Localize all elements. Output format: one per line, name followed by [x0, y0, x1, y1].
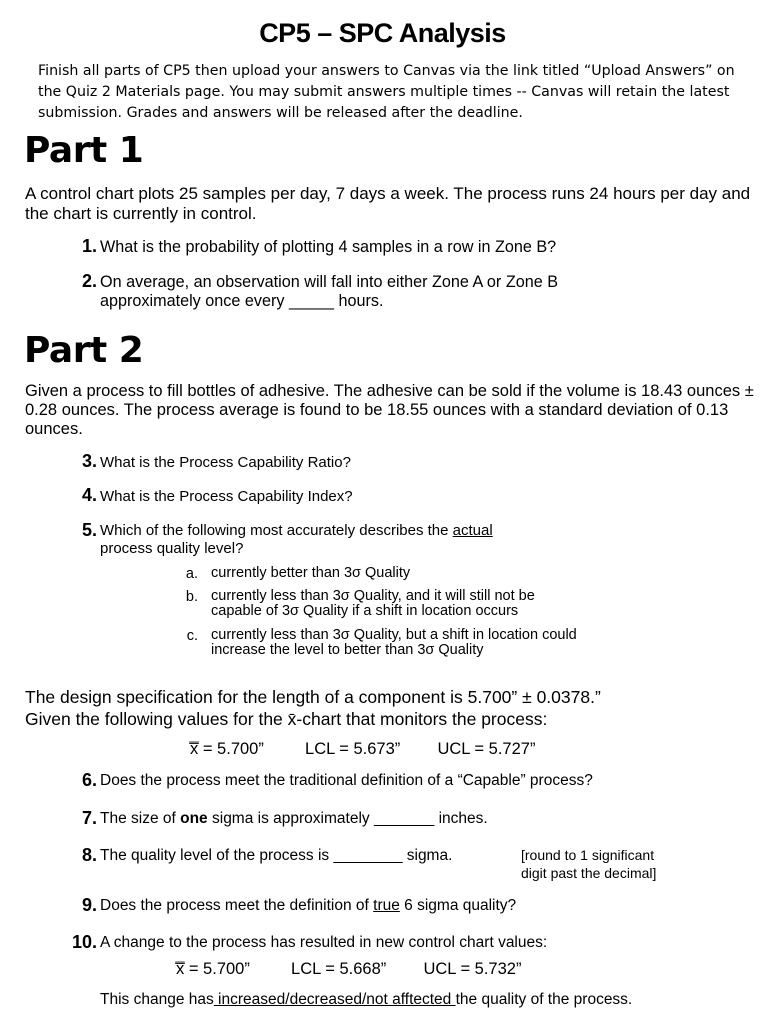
q5-number: 5.	[81, 520, 97, 540]
lcl-value-2: LCL = 5.668”	[291, 960, 387, 978]
q1-text: What is the probability of plotting 4 samples in a row in Zone B?	[100, 238, 557, 256]
page-title: CP5 – SPC Analysis	[259, 18, 506, 48]
option-b-text-line2: capable of 3σ Quality if a shift in location occurs	[211, 603, 519, 619]
q5-text-line1: Which of the following most accurately describes the actual	[100, 522, 493, 539]
q4-number: 4.	[81, 485, 97, 505]
design-spec-line1: The design specification for the length of a component is 5.700” ± 0.0378.”	[25, 687, 601, 707]
option-b-text-line1: currently less than 3σ Quality, and it will still not be	[211, 588, 535, 604]
q10-text: A change to the process has resulted in new control chart values:	[100, 934, 548, 951]
q8-note-line1: [round to 1 significant	[521, 847, 655, 863]
lcl-value-1: LCL = 5.673”	[305, 740, 401, 758]
ucl-value-2: UCL = 5.732”	[423, 960, 522, 978]
q4-text: What is the Process Capability Index?	[100, 488, 353, 505]
q1-number: 1.	[81, 236, 97, 256]
part2-text: Given a process to fill bottles of adhesive. The adhesive can be sold if the volume is 18.43 ounces ± 0.28 ounces. The process average is found to be 18.55 ounces with a standard deviation of 0.13 ounces.	[25, 382, 754, 438]
part2-heading: Part 2	[24, 330, 144, 371]
q5-text-line2: process quality level?	[100, 540, 244, 557]
final-choice: increased/decreased/not afftected	[213, 991, 456, 1008]
option-b-letter: b.	[185, 589, 198, 605]
ucl-value-1: UCL = 5.727”	[437, 740, 536, 758]
control-values-1	[190, 740, 535, 759]
q8-note-line2: digit past the decimal]	[521, 865, 657, 881]
control-values-2	[176, 960, 521, 979]
design-spec-line2: Given the following values for the x̄-chart that monitors the process:	[25, 709, 548, 729]
q9-text: Does the process meet the definition of true 6 sigma quality?	[100, 897, 517, 914]
q10-number: 10.	[71, 932, 97, 952]
xbar-value-2: x̿ = 5.700”	[176, 960, 250, 978]
part1-heading: Part 1	[24, 130, 144, 171]
part1-text: A control chart plots 25 samples per day, 7 days a week. The process runs 24 hours per day and the chart is currently in control.	[25, 184, 751, 223]
q9-number: 9.	[81, 895, 97, 915]
q7-text: The size of one sigma is approximately _______ inches.	[100, 810, 488, 827]
q6-number: 6.	[81, 770, 97, 790]
q8-number: 8.	[81, 845, 97, 865]
q7-number: 7.	[81, 808, 97, 828]
q8-text: The quality level of the process is ________ sigma.	[100, 847, 453, 864]
xbar-value-1: x̿ = 5.700”	[190, 740, 264, 758]
option-a-letter: a.	[185, 566, 198, 582]
q2-text-line1: On average, an observation will fall into either Zone A or Zone B	[100, 273, 559, 291]
option-c-text-line2: increase the level to better than 3σ Quality	[211, 642, 484, 658]
final-statement: This change has increased/decreased/not afftected the quality of the process.	[100, 991, 633, 1008]
option-c-letter: c.	[186, 628, 198, 644]
instructions: Finish all parts of CP5 then upload your answers to Canvas via the link titled “Upload Answers” on the Quiz 2 Materials page. You may submit answers multiple times -- Canvas will retain the latest submission. Grades and answers will be released after the deadline.	[38, 63, 735, 121]
option-c-text-line1: currently less than 3σ Quality, but a shift in location could	[211, 627, 577, 643]
q6-text: Does the process meet the traditional definition of a “Capable” process?	[100, 772, 593, 789]
q3-number: 3.	[81, 451, 97, 471]
option-a-text: currently better than 3σ Quality	[211, 565, 411, 581]
q3-text: What is the Process Capability Ratio?	[100, 454, 351, 471]
q2-number: 2.	[81, 271, 97, 291]
q2-text-line2: approximately once every _____ hours.	[100, 292, 384, 310]
